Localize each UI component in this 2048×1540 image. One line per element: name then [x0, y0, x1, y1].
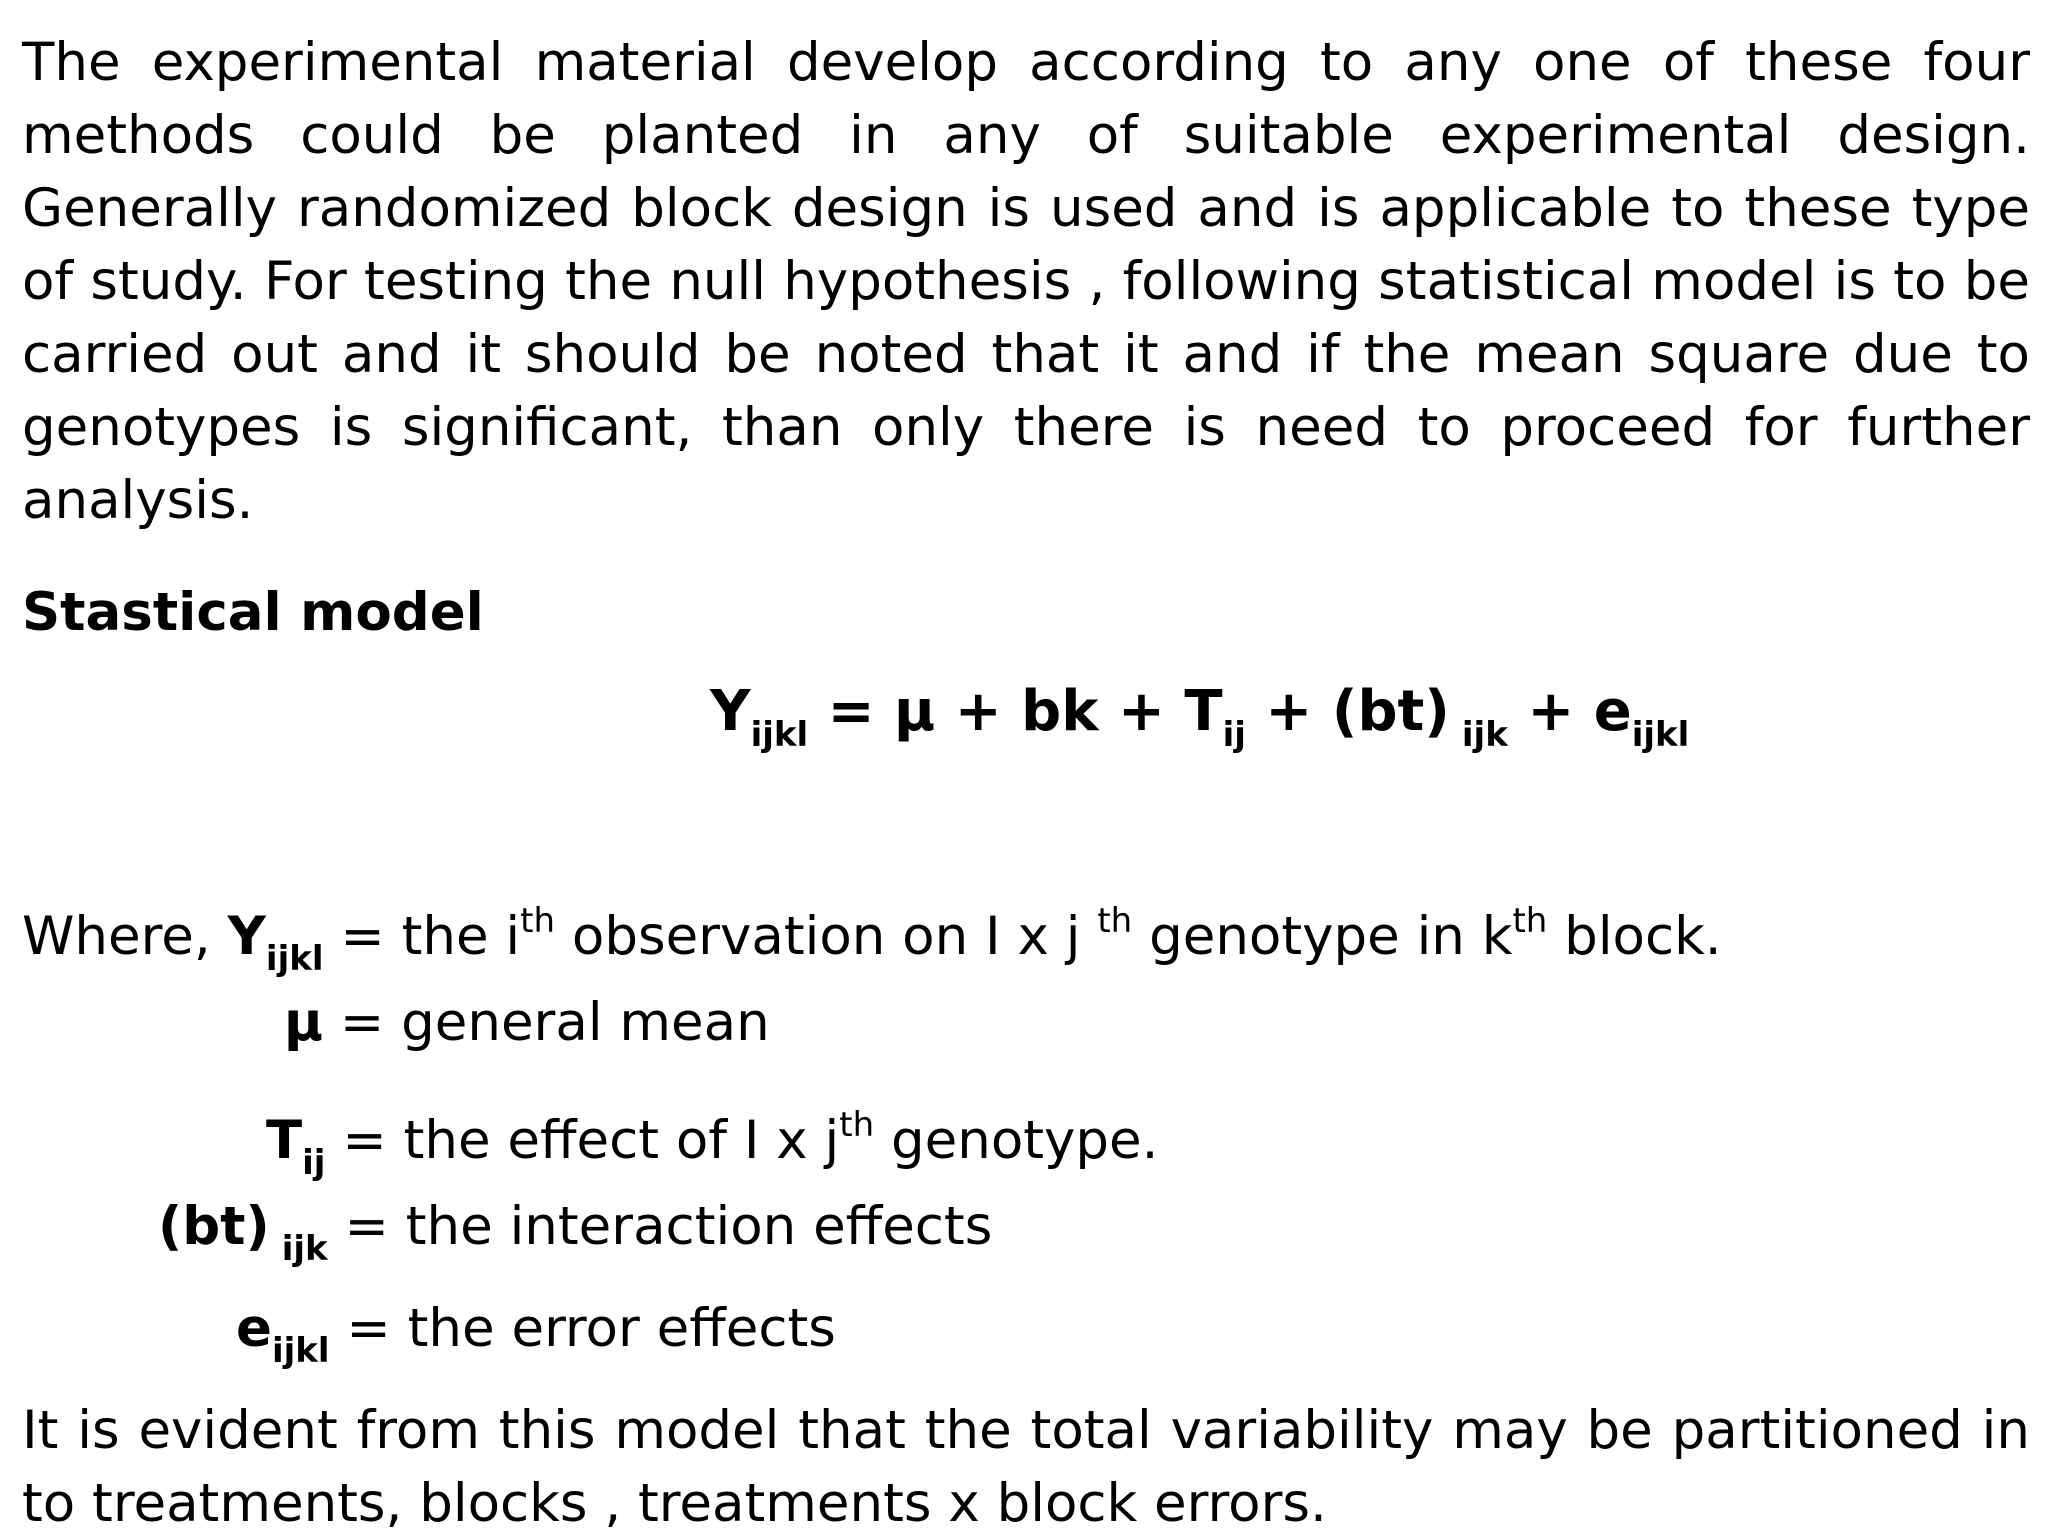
eq-e-subscript: ijkl	[1631, 715, 1690, 755]
def-y-sup-1: th	[520, 901, 556, 941]
def-y-text-3: genotype in k	[1132, 906, 1513, 967]
definition-bt	[158, 1190, 992, 1286]
definition-t	[266, 1088, 1159, 1200]
section-heading: Stastical model	[22, 582, 484, 643]
definition-y	[22, 884, 1722, 996]
def-y-text-4: block.	[1547, 906, 1722, 967]
where-prefix: Where,	[22, 906, 228, 967]
def-mu-text: = general mean	[323, 992, 770, 1053]
def-t-text-1: = the effect of I x j	[325, 1110, 840, 1171]
def-t-sup: th	[839, 1105, 875, 1145]
definition-mu	[284, 986, 770, 1060]
eq-bt-term: + (bt)	[1245, 679, 1450, 744]
def-y-sup-3: th	[1512, 901, 1548, 941]
eq-t-symbol: T	[1184, 679, 1223, 744]
def-y-text-2: observation on I x j	[555, 906, 1098, 967]
def-bt-symbol: (bt)	[158, 1196, 270, 1257]
def-e-symbol: e	[236, 1298, 272, 1359]
def-y-symbol: Y	[227, 906, 266, 967]
def-y-sup-2: th	[1097, 901, 1133, 941]
closing-paragraph: It is evident from this model that the total variability may be partitioned in to treatments, blocks , treatments x block errors.	[22, 1400, 2030, 1534]
def-e-text: = the error effects	[329, 1298, 836, 1359]
def-bt-subscript: ijk	[281, 1229, 328, 1269]
def-y-text-1: = the i	[323, 906, 521, 967]
def-bt-text: = the interaction effects	[327, 1196, 993, 1257]
intro-paragraph: The experimental material develop according to any one of these four methods could be planted in any of suitable experimental design. Generally randomized block design is used and is applicable to these type of study. For testing the null hypothesis , following statistical model is to be carried out and it should be noted that it and if the mean square due to genotypes is significant, than only there is need to proceed for further analysis.	[22, 32, 2030, 531]
eq-e-term: + e	[1507, 679, 1632, 744]
def-t-symbol: T	[266, 1110, 303, 1171]
eq-t-subscript: ij	[1222, 715, 1246, 755]
statistical-model-equation	[710, 672, 1689, 775]
def-y-subscript: ijkl	[265, 939, 324, 979]
definition-e	[236, 1292, 836, 1388]
eq-bt-subscript: ijk	[1461, 715, 1508, 755]
eq-mu-bk: = μ + bk +	[808, 679, 1185, 744]
def-mu-symbol: μ	[284, 992, 323, 1053]
def-e-subscript: ijkl	[271, 1331, 330, 1371]
eq-y-symbol: Y	[710, 679, 751, 744]
eq-y-subscript: ijkl	[750, 715, 809, 755]
def-t-subscript: ij	[302, 1143, 326, 1183]
def-t-text-2: genotype.	[874, 1110, 1159, 1171]
